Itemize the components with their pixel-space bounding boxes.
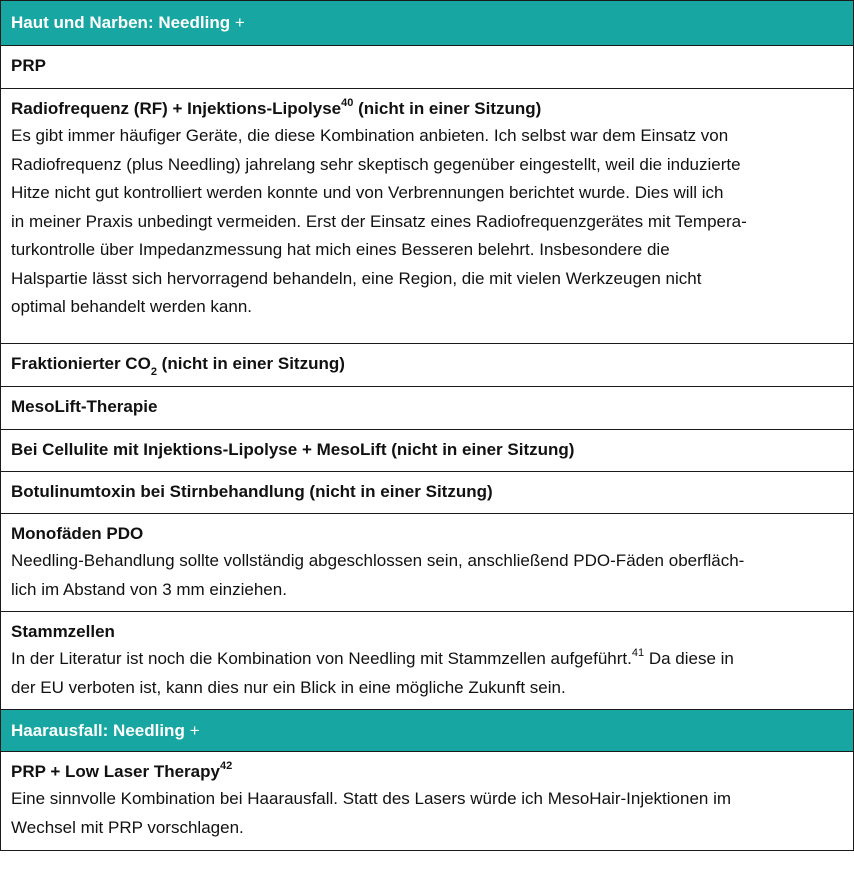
entry-botulinumtoxin [1, 471, 853, 513]
section-header-skin [1, 0, 853, 45]
entry-title [11, 344, 843, 384]
footnote-ref-42: 42 [219, 760, 233, 773]
body-line: Eine sinnvolle Kombination bei Haarausfall. Statt des Lasers würde ich MesoHair-Injektionen im [11, 789, 732, 808]
entry-fractional-co2 [1, 343, 853, 386]
entry-title: Bei Cellulite mit Injektions-Lipolyse + MesoLift (nicht in einer Sitzung) [11, 440, 575, 459]
title-main: Radiofrequenz (RF) + Injektions-Lipolyse [11, 99, 342, 118]
entry-stem-cells [1, 611, 853, 709]
section-header-title: Haarausfall: Needling [11, 720, 185, 740]
entry-pdo-threads [1, 513, 853, 611]
body-line: Hitze nicht gut kontrolliert werden konnte und von Verbrennungen berichtet wurde. Dies will ich [11, 183, 724, 202]
entry-title [11, 89, 843, 122]
body-line [11, 645, 843, 674]
entry-radiofrequency [1, 88, 853, 343]
body-line: optimal behandelt werden kann. [11, 297, 252, 316]
entry-title [11, 752, 843, 785]
title-tail: (nicht in einer Sitzung) [161, 354, 345, 373]
title-main: PRP + Low Laser Therapy [11, 762, 220, 781]
body-line: Needling-Behandlung sollte vollständig abgeschlossen sein, anschließend PDO-Fäden oberfläch- [11, 551, 745, 570]
section-header-hair-loss [1, 709, 853, 751]
body-line: in meiner Praxis unbedingt vermeiden. Erst der Einsatz eines Radiofrequenzgerätes mit Tempera- [11, 211, 747, 231]
body-line: Wechsel mit PRP vorschlagen. [11, 817, 244, 837]
entry-cellulite [1, 429, 853, 471]
entry-body [11, 645, 843, 708]
title-main: Fraktionierter CO [11, 354, 151, 373]
entry-prp [1, 45, 853, 88]
section-header-plus: + [234, 13, 245, 32]
entry-body [11, 122, 843, 328]
body-line: der EU verboten ist, kann dies nur ein Blick in eine mögliche Zukunft sein. [11, 677, 566, 697]
entry-title: Botulinumtoxin bei Stirnbehandlung (nicht in einer Sitzung) [11, 482, 493, 501]
title-tail: (nicht in einer Sitzung) [358, 99, 542, 118]
body-line: Radiofrequenz (plus Needling) jahrelang sehr skeptisch gegenüber eingestellt, weil die induzierte [11, 154, 741, 174]
body-line: Halspartie lässt sich hervorragend behandeln, eine Region, die mit vielen Werkzeugen nicht [11, 268, 702, 288]
entry-title: MesoLift-Therapie [11, 397, 158, 416]
subscript-2: 2 [150, 366, 157, 379]
entry-title: PRP [11, 56, 46, 75]
entry-prp-low-laser [1, 751, 853, 851]
entry-body [11, 785, 843, 848]
entry-body [11, 547, 843, 610]
section-header-title: Haut und Narben: Needling [11, 13, 231, 32]
footnote-ref-40: 40 [341, 97, 354, 110]
body-text: In der Literatur ist noch die Kombination von Needling mit Stammzellen aufgeführt. [11, 649, 632, 668]
entry-title: Monofäden PDO [11, 524, 144, 543]
section-header-plus: + [189, 720, 200, 740]
entry-mesolift [1, 386, 853, 429]
body-line: Es gibt immer häufiger Geräte, die diese Kombination anbieten. Ich selbst war dem Einsatz von [11, 126, 729, 145]
footnote-ref-41: 41 [631, 647, 645, 660]
body-text: Da diese in [648, 649, 734, 668]
entry-title: Stammzellen [11, 622, 115, 641]
body-line: lich im Abstand von 3 mm einziehen. [11, 579, 287, 599]
body-line: turkontrolle über Impedanzmessung hat mich eines Besseren belehrt. Insbesondere die [11, 240, 670, 259]
